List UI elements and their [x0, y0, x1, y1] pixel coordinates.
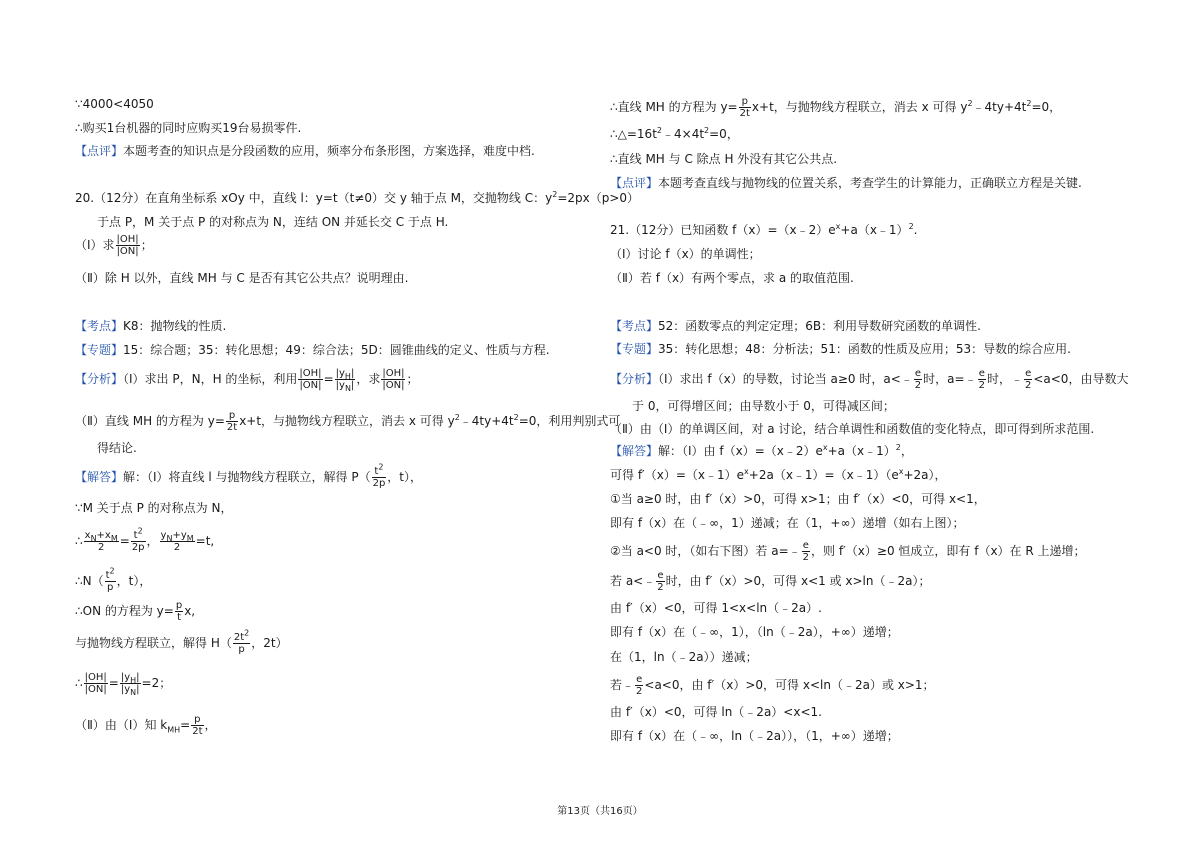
- fenxi-line3: （Ⅱ）由（Ⅰ）的单调区间，对 a 讨论，结合单调性和函数值的变化特点，即可得到所求范围.: [610, 422, 1095, 436]
- fenxi-line2: （Ⅱ）直线 MH 的方程为 y= $\frac{p}{2t}$ x+t，与抛物线方程联立，消去 x 可得 $y^2﹣4ty+4t^2=0$，利用判别式可: [75, 410, 621, 433]
- solution-line: 若 a<﹣ $\frac{e}{2}$ 时，由 f′（x）>0，可得 x<1 或 x>ln（﹣2a）；: [610, 570, 931, 593]
- question-20-line2: 于点 P，M 关于点 P 的对称点为 N，连结 ON 并延长交 C 于点 H.: [97, 215, 449, 229]
- comment-line: 【点评】本题考查直线与抛物线的位置关系，考查学生的计算能力，正确联立方程是关键.: [610, 176, 1082, 190]
- fenxi-line: 【分析】（Ⅰ）求出 f（x）的导数，讨论当 a≥0 时，a<﹣ $\frac{e}{2}$ 时，a=﹣ $\frac{e}{2}$ 时，﹣ $\frac{e}{2}$ <a<0，由导数大: [610, 368, 1129, 391]
- zhuanti-line: 【专题】15：综合题；35：转化思想；49：综合法；5D：圆锥曲线的定义、性质与方程.: [75, 343, 550, 357]
- right-column: [610, 0, 1130, 848]
- question-20-part1: （Ⅰ）求 $\frac{|OH|}{|ON|}$ ；: [75, 234, 153, 257]
- solution-line: （Ⅱ）由（Ⅰ）知 $k_{MH}=$ $\frac{p}{2t}$ ，: [75, 714, 217, 737]
- comment-line: 【点评】本题考查的知识点是分段函数的应用，频率分布条形图，方案选择，难度中档.: [75, 144, 535, 158]
- solution-line: 即有 f（x）在（﹣∞，1）递减；在（1，+∞）递增（如右上图）；: [610, 516, 965, 530]
- kaodian-line: 【考点】K8：抛物线的性质.: [75, 319, 227, 333]
- solution-line: 在（1，ln（﹣2a））递减；: [610, 650, 758, 664]
- solution-line: ∴直线 MH 的方程为 y= $\frac{p}{2t}$ x+t，与抛物线方程联立，消去 x 可得 $y^2﹣4ty+4t^2=0$，: [610, 96, 1062, 119]
- solution-line: 由 f′（x）<0，可得 1<x<ln（﹣2a）.: [610, 601, 822, 615]
- question-20-part2: （Ⅱ）除 H 以外，直线 MH 与 C 是否有其它公共点？说明理由.: [75, 271, 409, 285]
- fenxi-line3: 得结论.: [97, 441, 137, 455]
- solution-line: ∵M 关于点 P 的对称点为 N，: [75, 501, 233, 515]
- fenxi-line2: 于 0，可得增区间；由导数小于 0，可得减区间；: [632, 399, 895, 413]
- solution-line: 即有 f（x）在（﹣∞，ln（﹣2a）），（1，+∞）递增；: [610, 729, 899, 743]
- fenxi-line: 【分析】（Ⅰ）求出 P，N，H 的坐标，利用 $\frac{|OH|}{|ON|}$ = $\frac{|y_H|}{|y_N|}$ ，求 $\frac{|OH|}{|ON|}$ ；: [75, 368, 419, 393]
- question-21-part2: （Ⅱ）若 f（x）有两个零点，求 a 的取值范围.: [610, 271, 854, 285]
- page-footer: 第13页（共16页）: [557, 806, 643, 817]
- solution-line: ∴直线 MH 与 C 除点 H 外没有其它公共点.: [610, 152, 838, 166]
- text-line: ∴购买1台机器的同时应购买19台易损零件.: [75, 121, 302, 135]
- solution-line: $\therefore\triangle=16t^2﹣4\times 4t^2=0$，: [610, 126, 739, 141]
- tag-label: 【点评】: [75, 144, 124, 158]
- jieda-line: 【解答】解：（Ⅰ）由 $f(x)=(x﹣2)e^x+a(x﹣1)^2$，: [610, 443, 913, 458]
- question-20-line1: 20.（12分）在直角坐标系 xOy 中，直线 l：y=t（t≠0）交 y 轴于点 M，交抛物线 C：$y^2=2px(p>0)$: [75, 190, 640, 205]
- solution-line: ②当 a<0 时，（如右下图）若 a=﹣ $\frac{e}{2}$ ，则 f′（x）≥0 恒成立，即有 f（x）在 R 上递增；: [610, 540, 1086, 563]
- solution-line: 若﹣ $\frac{e}{2}$ <a<0，由 f′（x）>0，可得 x<ln（﹣2a）或 x>1；: [610, 674, 935, 697]
- solution-line: ∴ $\frac{x_N+x_M}{2}$ = $\frac{t^2}{2p}$ ， $\frac{y_N+y_M}{2}$ =t,: [75, 526, 215, 553]
- solution-line: ∴ON 的方程为 y= $\frac{p}{t}$ x,: [75, 600, 196, 623]
- solution-line: ∴N（ $\frac{t^2}{p}$ ，t），: [75, 566, 152, 593]
- solution-line: ∴ $\frac{|OH|}{|ON|}$ = $\frac{|y_H|}{|y_N|}$ =2；: [75, 672, 172, 697]
- solution-line: 由 f′（x）<0，可得 ln（﹣2a）<x<1.: [610, 705, 822, 719]
- question-21-line1: 21.（12分）已知函数 $f(x)=(x﹣2)e^x+a(x﹣1)^2$.: [610, 222, 918, 237]
- question-21-part1: （Ⅰ）讨论 f（x）的单调性；: [610, 247, 761, 261]
- text-line: ∵4000<4050: [75, 97, 154, 111]
- jieda-line: 【解答】解：（Ⅰ）将直线 l 与抛物线方程联立，解得 P（ $\frac{t^2}{2p}$ ，t），: [75, 462, 423, 489]
- solution-line: 可得 $f'(x)=(x﹣1)e^x+2a(x﹣1)=(x﹣1)(e^x+2a)$，: [610, 467, 947, 482]
- solution-line: ①当 a≥0 时，由 f′（x）>0，可得 x>1；由 f′（x）<0，可得 x<1，: [610, 492, 986, 506]
- kaodian-line: 【考点】52：函数零点的判定定理；6B：利用导数研究函数的单调性.: [610, 319, 981, 333]
- fraction: $\frac{|OH|}{|ON|}$: [116, 234, 139, 257]
- solution-line: 即有 f（x）在（﹣∞，1），（ln（﹣2a），+∞）递增；: [610, 625, 899, 639]
- zhuanti-line: 【专题】35：转化思想；48：分析法；51：函数的性质及应用；53：导数的综合应用.: [610, 342, 1071, 356]
- solution-line: 与抛物线方程联立，解得 H（ $\frac{2t^2}{p}$ ，2t）: [75, 628, 288, 655]
